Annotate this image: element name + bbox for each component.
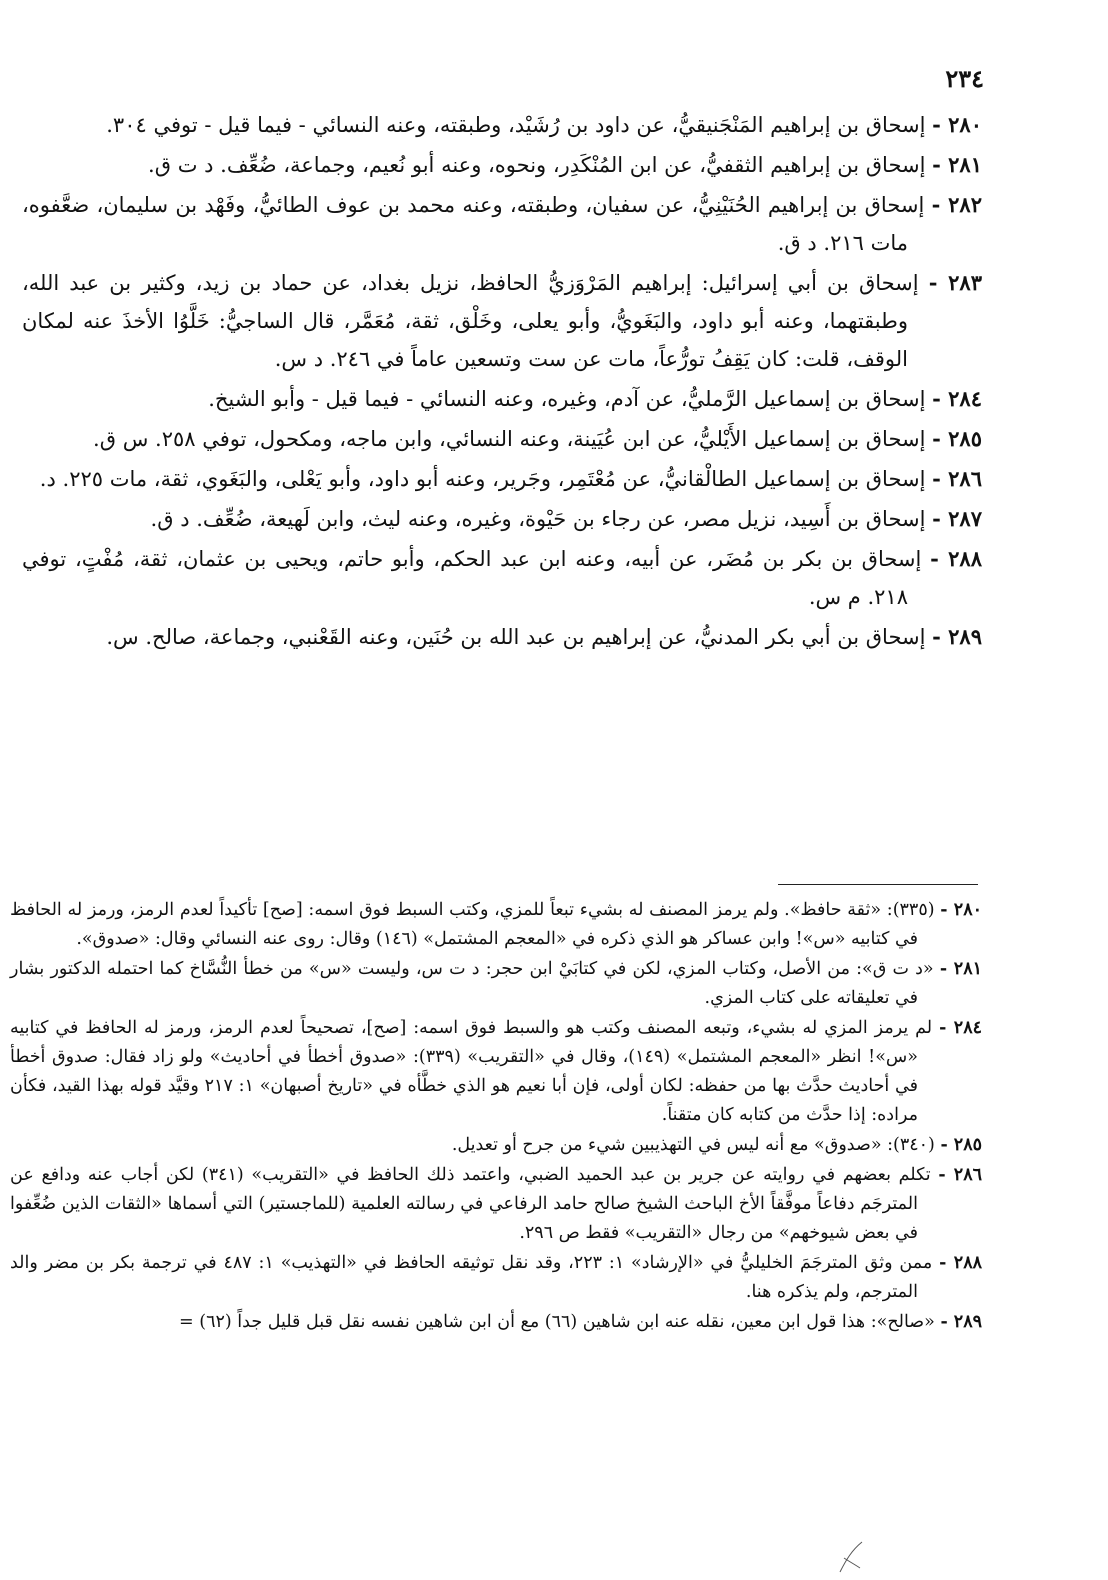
footnote-text: (٣٤٠): «صدوق» مع أنه ليس في التهذيبين شيء من جرح أو تعديل. [451, 1135, 935, 1155]
footnote-number: ٢٨١ - [939, 959, 982, 979]
entry-number: ٢٨٤ - [932, 386, 982, 411]
entry-285 [22, 420, 982, 458]
entry-text: إسحاق بن إبراهيم المَنْجَنيقيُّ، عن داود بن رُشَيْد، وطبقته، وعنه النسائي - فيما قيل - توفي ٣٠٤. [106, 113, 926, 137]
entry-number: ٢٨٢ - [931, 192, 982, 217]
entry-number: ٢٨٥ - [932, 426, 982, 451]
footnotes [10, 896, 982, 1338]
entry-280 [22, 106, 982, 144]
entry-281 [22, 146, 982, 184]
footnote-text: تكلم بعضهم في روايته عن جرير بن عبد الحميد الضبي، واعتمد ذلك الحافظ في «التقريب» (٣٤١) لكن أجاب عنه ودافع عن المترجَم دفاعاً موفَّقاً الأخ الباحث الشيخ صالح حامد الرفاعي في رسالته العلمية (للماجستير) التي أسماها «الثقات الذين ضُعِّفوا في بعض شيوخهم» من رجال «التقريب» فقط ص ٢٩٦. [10, 1165, 931, 1243]
entry-284 [22, 380, 982, 418]
footnote-284 [10, 1014, 982, 1130]
main-entries [22, 106, 982, 658]
footnote-text: (٣٣٥): «ثقة حافظ». ولم يرمز المصنف له بشيء تبعاً للمزي، وكتب السبط فوق اسمه: [صح] تأكيداً لعدم الرمز، ورمز له الحافظ في كتابيه «س»! وابن عساكر هو الذي ذكره في «المعجم المشتمل» (١٤٦) وقال: روى عنه النسائي وقال: «صدوق». [10, 900, 935, 949]
footnote-text: لم يرمز المزي له بشيء، وتبعه المصنف وكتب هو والسبط فوق اسمه: [صح]، تصحيحاً لعدم الرمز، ورمز له الحافظ في كتابيه «س»! انظر «المعجم المشتمل» (١٤٩)، وقال في «التقريب» (٣٣٩): «صدوق أخطأ في أحاديث» ولو زاد فقال: صدوق أخطأ في أحاديث حدَّث بها من حفظه: لكان أولى، فإن أبا نعيم هو الذي خطَّأه في «تاريخ أصبهان» ١: ٢١٧ وقيَّد قوله بهذا القيد، فكأن مراده: إذا حدَّث من كتابه كان متقناً. [10, 1018, 933, 1125]
entry-286 [22, 460, 982, 498]
footnote-text: «د ت ق»: من الأصل، وكتاب المزي، لكن في كتابَيْ ابن حجر: د ت س، وليست «س» من خطأ النُّسَّاخ كما احتمله الدكتور بشار في تعليقاته على كتاب المزي. [10, 959, 934, 1008]
entry-text: إسحاق بن إبراهيم الثقفيُّ، عن ابن المُنْكَدِر، ونحوه، وعنه أبو نُعيم، وجماعة، ضُعِّف. د ت ق. [148, 153, 926, 177]
footnote-number: ٢٨٩ - [940, 1312, 982, 1332]
entry-282 [22, 186, 982, 262]
entry-number: ٢٨٩ - [932, 624, 982, 649]
handwritten-pen-mark [832, 1538, 872, 1578]
page-number: ٢٣٤ [945, 64, 984, 93]
footnote-286 [10, 1161, 982, 1248]
entry-number: ٢٨٠ - [932, 112, 982, 137]
entry-number: ٢٨١ - [932, 152, 982, 177]
footnote-288 [10, 1249, 982, 1307]
entry-number: ٢٨٣ - [928, 270, 982, 295]
entry-283 [22, 264, 982, 378]
entry-text: إسحاق بن إسماعيل الرَّمليُّ، عن آدم، وغيره، وعنه النسائي - فيما قيل - وأبو الشيخ. [208, 387, 926, 411]
entry-text: إسحاق بن أبي بكر المدنيُّ، عن إبراهيم بن عبد الله بن حُنَين، وعنه القَعْنبي، وجماعة، صالح. س. [106, 625, 926, 649]
entry-text: إسحاق بن بكر بن مُضَر، عن أبيه، وعنه ابن عبد الحكم، وأبو حاتم، ويحيى بن عثمان، ثقة، مُفْتٍ، توفي ٢١٨. م س. [22, 547, 922, 609]
entry-287 [22, 500, 982, 538]
footnote-number: ٢٨٥ - [940, 1135, 982, 1155]
entry-289 [22, 618, 982, 656]
footnote-number: ٢٨٠ - [940, 900, 982, 920]
footnote-280 [10, 896, 982, 954]
footnote-289 [10, 1308, 982, 1337]
footnote-text: «صالح»: هذا قول ابن معين، نقله عنه ابن شاهين (٦٦) مع أن ابن شاهين نفسه نقل قبل قليل جداً (٦٢) = [179, 1312, 935, 1332]
entry-text: إسحاق بن أَسِيد، نزيل مصر، عن رجاء بن حَيْوة، وغيره، وعنه ليث، وابن لَهيعة، ضُعِّف. د ق. [150, 507, 926, 531]
entry-text: إسحاق بن إسماعيل الأَيْليُّ، عن ابن عُيَينة، وعنه النسائي، وابن ماجه، ومكحول، توفي ٢٥٨. س ق. [93, 427, 926, 451]
footnote-285 [10, 1131, 982, 1160]
footnote-number: ٢٨٨ - [939, 1253, 982, 1273]
entry-text: إسحاق بن أبي إسرائيل: إبراهيم المَرْوَزيُّ الحافظ، نزيل بغداد، عن حماد بن زيد، وكثير بن عبد الله، وطبقتهما، وعنه أبو داود، والبَغَويُّ، وأبو يعلى، وخَلْق، ثقة، مُعَمَّر، قال الساجيُّ: خَلَّوُا الأخذَ عنه لمكان الوقف، قلت: كان يَقِفُ تورُّعاً، مات عن ست وتسعين عاماً في ٢٤٦. د س. [22, 271, 919, 371]
footnote-number: ٢٨٦ - [938, 1165, 982, 1185]
footnote-281 [10, 955, 982, 1013]
entry-288 [22, 540, 982, 616]
entry-number: ٢٨٦ - [932, 466, 982, 491]
entry-number: ٢٨٧ - [932, 506, 982, 531]
entry-text: إسحاق بن إبراهيم الحُنَيْنِيُّ، عن سفيان، وطبقته، وعنه محمد بن عوف الطائيُّ، وفَهْد بن سليمان، ضعَّفوه، مات ٢١٦. د ق. [22, 193, 925, 255]
entry-number: ٢٨٨ - [930, 546, 982, 571]
footnote-text: ممن وثق المترجَمَ الخليليُّ في «الإرشاد» ١: ٢٢٣، وقد نقل توثيقه الحافظ في «التهذيب» ١: ٤٨٧ في ترجمة بكر بن مضر والد المترجم، ولم يذكره هنا. [10, 1253, 933, 1302]
footnote-number: ٢٨٤ - [939, 1018, 982, 1038]
footnote-divider [778, 884, 978, 885]
entry-text: إسحاق بن إسماعيل الطالْقانيُّ، عن مُعْتَمِر، وجَرير، وعنه أبو داود، وأبو يَعْلى، والبَغَوي، ثقة، مات ٢٢٥. د. [39, 467, 926, 491]
